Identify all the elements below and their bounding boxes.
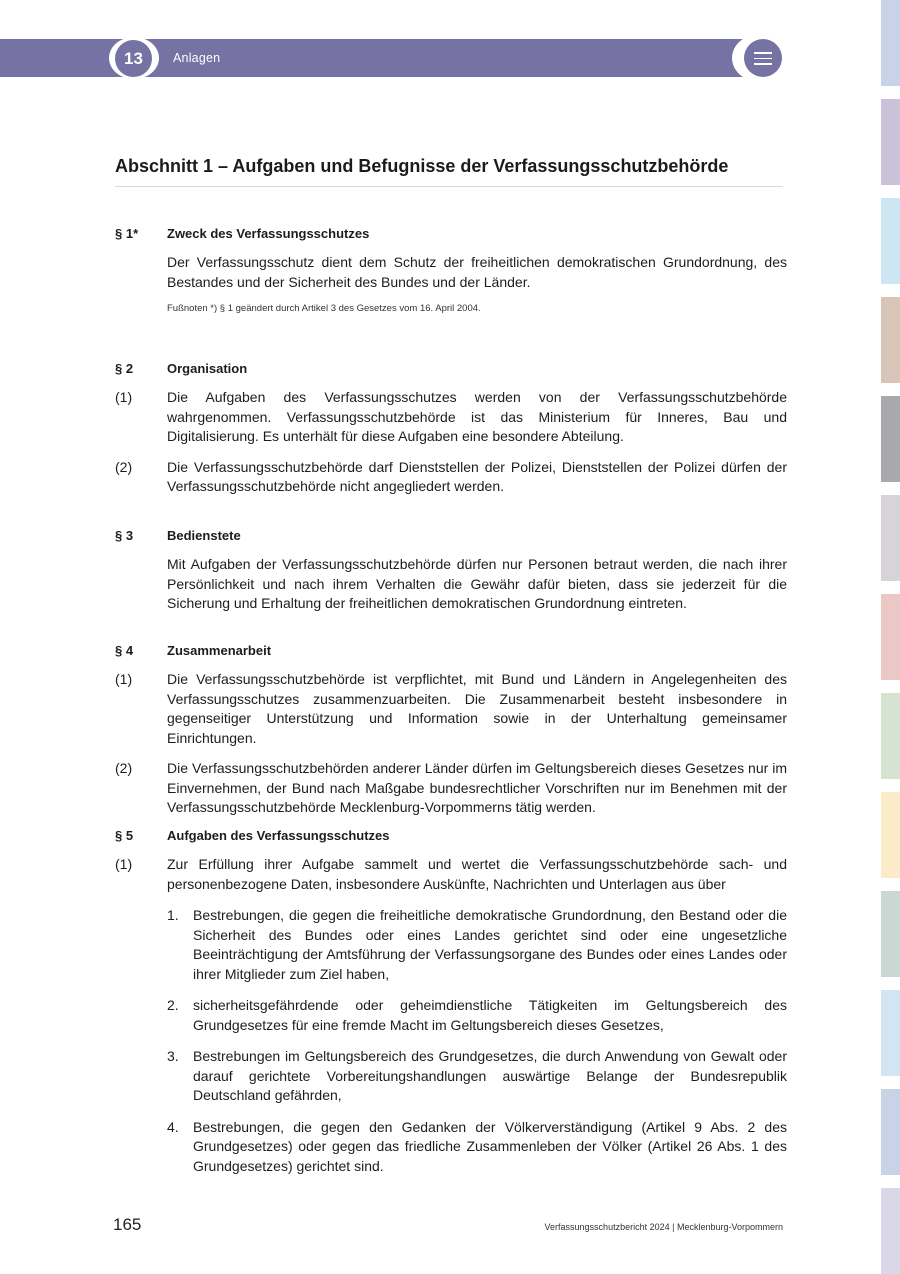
clause bbox=[115, 670, 787, 748]
paragraph-number: § 1* bbox=[115, 226, 139, 241]
clause bbox=[115, 759, 787, 818]
chapter-tab[interactable] bbox=[881, 1188, 900, 1274]
paragraph-2 bbox=[115, 361, 787, 497]
paragraph-title: Zweck des Verfassungsschutzes bbox=[167, 226, 370, 241]
list-item bbox=[167, 996, 787, 1035]
chapter-tab[interactable] bbox=[881, 198, 900, 284]
chapter-number-badge: 13 bbox=[115, 40, 152, 77]
hamburger-menu-icon bbox=[754, 52, 772, 54]
clause-number: (1) bbox=[115, 671, 133, 687]
list-item-text: Bestrebungen, die gegen den Gedanken der Völkerverständigung (Artikel 9 Abs. 2 des Grundgesetzes) oder gegen das friedliche Zusammenleben der Völker (Artikel 26 Abs. 1 des Grundgesetzes) gerichtet sind. bbox=[193, 1118, 787, 1174]
clause-text: Die Verfassungsschutzbehörden anderer Länder dürfen im Geltungsbereich dieses Gesetzes nur im Einvernehmen, der Bund nach Maßgabe bundesrechtlicher Vorschriften nur im Benehmen mit der Verfassungsschutzbehörde Mecklenburg-Vorpommerns tätig werden. bbox=[167, 760, 787, 815]
chapter-tab[interactable] bbox=[881, 693, 900, 779]
list-item-text: Bestrebungen, die gegen die freiheitliche demokratische Grundordnung, den Bestand oder die Sicherheit des Bundes oder eines Landes gerichtet sind oder eine ungesetzliche Beeinträchtigung der Amtsführung der Verfassungsorgane des Bundes oder eines Landes oder ihrer Mitglieder zum Ziel haben, bbox=[193, 907, 787, 982]
paragraph-4 bbox=[115, 643, 787, 818]
list-item bbox=[167, 906, 787, 984]
paragraph-title: Bedienstete bbox=[167, 528, 241, 543]
paragraph-text: Mit Aufgaben der Verfassungsschutzbehörde dürfen nur Personen betraut werden, die nach ihrer Persönlichkeit und nach ihrem Verhalten die Gewähr dafür bieten, dass sie jederzeit für die Sicherung und Erhaltung der freiheitlichen demokratischen Grundordnung eintreten. bbox=[167, 556, 787, 611]
clause-text: Die Aufgaben des Verfassungsschutzes werden von der Verfassungsschutzbehörde wahrgenommen. Verfassungsschutzbehörde ist das Ministerium für Inneres, Bau und Digitalisierung. Es unterhält für diese Aufgaben eine besondere Abteilung. bbox=[167, 389, 787, 444]
chapter-tab[interactable] bbox=[881, 1089, 900, 1175]
chapter-tab[interactable] bbox=[881, 396, 900, 482]
list-item-text: sicherheitsgefährdende oder geheimdienstliche Tätigkeiten im Geltungsbereich des Grundgesetzes für eine fremde Macht im Geltungsbereich dieses Gesetzes, bbox=[193, 997, 787, 1033]
page-number: 165 bbox=[113, 1215, 142, 1234]
list-item-number: 4. bbox=[167, 1118, 179, 1135]
chapter-tab[interactable] bbox=[881, 297, 900, 383]
paragraph-title: Zusammenarbeit bbox=[167, 643, 272, 658]
chapter-tab[interactable] bbox=[881, 990, 900, 1076]
paragraph-1 bbox=[115, 226, 787, 314]
paragraph-title: Aufgaben des Verfassungsschutzes bbox=[167, 828, 390, 843]
clause bbox=[115, 458, 787, 497]
list-item-number: 1. bbox=[167, 907, 179, 923]
hamburger-menu-icon bbox=[754, 58, 772, 60]
list-item-number: 3. bbox=[167, 1048, 179, 1064]
list-item bbox=[167, 1047, 787, 1106]
chapter-label: Anlagen bbox=[173, 51, 221, 65]
paragraph-number: § 3 bbox=[115, 528, 134, 543]
clause-number: (1) bbox=[115, 856, 133, 872]
menu-button[interactable] bbox=[744, 39, 782, 77]
chapter-tab[interactable] bbox=[881, 0, 900, 86]
footnote: Fußnoten *) § 1 geändert durch Artikel 3 des Gesetzes vom 16. April 2004. bbox=[167, 303, 481, 314]
hamburger-menu-icon bbox=[754, 63, 772, 65]
numbered-list bbox=[167, 906, 787, 1176]
paragraph-number: § 2 bbox=[115, 361, 134, 376]
paragraph-5 bbox=[115, 828, 787, 1188]
clause-number: (2) bbox=[115, 458, 133, 475]
chapter-tab[interactable] bbox=[881, 792, 900, 878]
chapter-tab[interactable] bbox=[881, 891, 900, 977]
chapter-tab[interactable] bbox=[881, 495, 900, 581]
list-item-text: Bestrebungen im Geltungsbereich des Grundgesetzes, die durch Anwendung von Gewalt oder darauf gerichtete Vorbereitungshandlungen auswärtige Belange der Bundesrepublik Deutschland gefährden, bbox=[193, 1048, 787, 1103]
section-title: Abschnitt 1 – Aufgaben und Befugnisse der Verfassungsschutzbehörde bbox=[115, 156, 783, 187]
clause bbox=[115, 855, 787, 894]
paragraph-3 bbox=[115, 528, 787, 614]
clause bbox=[115, 388, 787, 447]
list-item bbox=[167, 1118, 787, 1177]
paragraph-number: § 5 bbox=[115, 828, 134, 843]
chapter-tab[interactable] bbox=[881, 594, 900, 680]
chapter-tab[interactable] bbox=[881, 99, 900, 185]
footer-publication: Verfassungsschutzbericht 2024 | Mecklenburg-Vorpommern bbox=[544, 1222, 783, 1232]
clause-text: Zur Erfüllung ihrer Aufgabe sammelt und wertet die Verfassungsschutzbehörde sach- und personenbezogene Daten, insbesondere Auskünfte, Nachrichten und Unterlagen aus über bbox=[167, 856, 787, 892]
clause-number: (1) bbox=[115, 389, 133, 405]
list-item-number: 2. bbox=[167, 997, 179, 1013]
clause-text: Die Verfassungsschutzbehörde ist verpflichtet, mit Bund und Ländern in Angelegenheiten des Verfassungsschutzes zusammenzuarbeiten. Die Zusammenarbeit besteht insbesondere in gegenseitiger Unterstützung und Information sowie in der Unterhaltung gemeinsamer Einrichtungen. bbox=[167, 671, 787, 746]
clause-text: Die Verfassungsschutzbehörde darf Dienststellen der Polizei, Dienststellen der Polizei dürfen der Verfassungsschutzbehörde nicht angegliedert werden. bbox=[167, 458, 787, 494]
chapter-tab-strip bbox=[880, 0, 900, 1272]
paragraph-text: Der Verfassungsschutz dient dem Schutz der freiheitlichen demokratischen Grundordnung, des Bestandes und der Sicherheit des Bundes und der Länder. bbox=[167, 254, 787, 290]
paragraph-number: § 4 bbox=[115, 643, 134, 658]
paragraph-title: Organisation bbox=[167, 361, 248, 376]
clause-number: (2) bbox=[115, 760, 133, 776]
